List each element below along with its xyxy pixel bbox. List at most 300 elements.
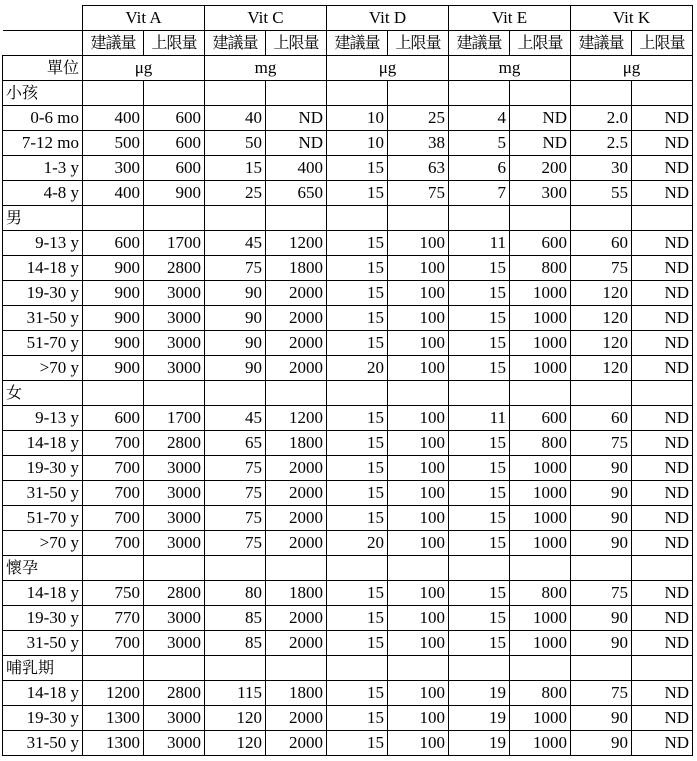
value-cell[interactable]: 3000: [144, 706, 205, 731]
upper-limit-header[interactable]: 上限量: [632, 31, 693, 56]
upper-limit-header[interactable]: 上限量: [266, 31, 327, 56]
value-cell[interactable]: 15: [449, 531, 510, 556]
value-cell[interactable]: 15: [327, 281, 388, 306]
value-cell[interactable]: ND: [632, 606, 693, 631]
age-label[interactable]: 7-12 mo: [3, 131, 83, 156]
value-cell[interactable]: 1300: [83, 731, 144, 756]
value-cell[interactable]: 3000: [144, 356, 205, 381]
empty-cell[interactable]: [83, 381, 144, 406]
value-cell[interactable]: ND: [510, 131, 571, 156]
empty-cell[interactable]: [388, 206, 449, 231]
recommended-header[interactable]: 建議量: [571, 31, 632, 56]
empty-cell[interactable]: [205, 381, 266, 406]
value-cell[interactable]: 40: [205, 106, 266, 131]
empty-cell[interactable]: [83, 206, 144, 231]
age-label[interactable]: 4-8 y: [3, 181, 83, 206]
value-cell[interactable]: 100: [388, 256, 449, 281]
unit-cell[interactable]: mg: [449, 56, 571, 81]
value-cell[interactable]: 38: [388, 131, 449, 156]
empty-cell[interactable]: [266, 381, 327, 406]
value-cell[interactable]: 1200: [266, 406, 327, 431]
empty-cell[interactable]: [632, 206, 693, 231]
value-cell[interactable]: 90: [571, 506, 632, 531]
value-cell[interactable]: 650: [266, 181, 327, 206]
empty-cell[interactable]: [144, 556, 205, 581]
value-cell[interactable]: 120: [571, 306, 632, 331]
empty-cell[interactable]: [327, 556, 388, 581]
value-cell[interactable]: 400: [266, 156, 327, 181]
value-cell[interactable]: ND: [632, 181, 693, 206]
age-label[interactable]: 31-50 y: [3, 306, 83, 331]
age-label[interactable]: 31-50 y: [3, 481, 83, 506]
value-cell[interactable]: 100: [388, 231, 449, 256]
value-cell[interactable]: 100: [388, 706, 449, 731]
value-cell[interactable]: 1800: [266, 431, 327, 456]
value-cell[interactable]: 63: [388, 156, 449, 181]
empty-cell[interactable]: [83, 656, 144, 681]
empty-cell[interactable]: [571, 556, 632, 581]
value-cell[interactable]: 19: [449, 731, 510, 756]
empty-cell[interactable]: [510, 381, 571, 406]
value-cell[interactable]: 10: [327, 131, 388, 156]
value-cell[interactable]: 1800: [266, 681, 327, 706]
value-cell[interactable]: 3000: [144, 306, 205, 331]
age-label[interactable]: 14-18 y: [3, 256, 83, 281]
value-cell[interactable]: 300: [510, 181, 571, 206]
value-cell[interactable]: 11: [449, 406, 510, 431]
value-cell[interactable]: 1700: [144, 406, 205, 431]
empty-cell[interactable]: [266, 656, 327, 681]
value-cell[interactable]: 1000: [510, 531, 571, 556]
value-cell[interactable]: 770: [83, 606, 144, 631]
value-cell[interactable]: 1300: [83, 706, 144, 731]
value-cell[interactable]: ND: [266, 131, 327, 156]
age-label[interactable]: 51-70 y: [3, 506, 83, 531]
value-cell[interactable]: 30: [571, 156, 632, 181]
value-cell[interactable]: 800: [510, 256, 571, 281]
value-cell[interactable]: 900: [83, 256, 144, 281]
value-cell[interactable]: ND: [510, 106, 571, 131]
value-cell[interactable]: ND: [632, 406, 693, 431]
value-cell[interactable]: 15: [327, 456, 388, 481]
value-cell[interactable]: 120: [571, 331, 632, 356]
group-label[interactable]: 懷孕: [3, 556, 83, 581]
value-cell[interactable]: 5: [449, 131, 510, 156]
age-label[interactable]: 14-18 y: [3, 681, 83, 706]
value-cell[interactable]: ND: [632, 456, 693, 481]
value-cell[interactable]: ND: [632, 131, 693, 156]
value-cell[interactable]: 1700: [144, 231, 205, 256]
value-cell[interactable]: 15: [449, 456, 510, 481]
value-cell[interactable]: 15: [327, 606, 388, 631]
unit-cell[interactable]: μg: [327, 56, 449, 81]
empty-cell[interactable]: [388, 381, 449, 406]
value-cell[interactable]: 7: [449, 181, 510, 206]
value-cell[interactable]: 15: [327, 681, 388, 706]
value-cell[interactable]: ND: [632, 731, 693, 756]
value-cell[interactable]: 19: [449, 706, 510, 731]
empty-cell[interactable]: [388, 556, 449, 581]
value-cell[interactable]: 15: [327, 631, 388, 656]
value-cell[interactable]: 600: [510, 406, 571, 431]
value-cell[interactable]: 2.0: [571, 106, 632, 131]
age-label[interactable]: >70 y: [3, 356, 83, 381]
value-cell[interactable]: 15: [327, 706, 388, 731]
unit-cell[interactable]: mg: [205, 56, 327, 81]
value-cell[interactable]: ND: [632, 581, 693, 606]
value-cell[interactable]: 900: [83, 306, 144, 331]
value-cell[interactable]: 2000: [266, 281, 327, 306]
value-cell[interactable]: 60: [571, 231, 632, 256]
value-cell[interactable]: 3000: [144, 456, 205, 481]
empty-cell[interactable]: [266, 556, 327, 581]
value-cell[interactable]: 85: [205, 631, 266, 656]
value-cell[interactable]: 2000: [266, 531, 327, 556]
value-cell[interactable]: 2800: [144, 256, 205, 281]
value-cell[interactable]: 20: [327, 531, 388, 556]
value-cell[interactable]: 55: [571, 181, 632, 206]
age-label[interactable]: 19-30 y: [3, 456, 83, 481]
empty-cell[interactable]: [205, 81, 266, 106]
corner-cell[interactable]: [3, 31, 83, 56]
value-cell[interactable]: 15: [449, 506, 510, 531]
value-cell[interactable]: 100: [388, 481, 449, 506]
value-cell[interactable]: 15: [327, 481, 388, 506]
value-cell[interactable]: 15: [327, 581, 388, 606]
value-cell[interactable]: 800: [510, 431, 571, 456]
recommended-header[interactable]: 建議量: [327, 31, 388, 56]
value-cell[interactable]: 15: [449, 256, 510, 281]
value-cell[interactable]: 19: [449, 681, 510, 706]
empty-cell[interactable]: [388, 81, 449, 106]
value-cell[interactable]: 2.5: [571, 131, 632, 156]
value-cell[interactable]: 90: [205, 306, 266, 331]
group-label[interactable]: 哺乳期: [3, 656, 83, 681]
value-cell[interactable]: ND: [632, 281, 693, 306]
recommended-header[interactable]: 建議量: [83, 31, 144, 56]
value-cell[interactable]: 15: [449, 281, 510, 306]
value-cell[interactable]: ND: [632, 506, 693, 531]
value-cell[interactable]: 100: [388, 356, 449, 381]
value-cell[interactable]: 2000: [266, 331, 327, 356]
upper-limit-header[interactable]: 上限量: [388, 31, 449, 56]
value-cell[interactable]: 600: [144, 106, 205, 131]
recommended-header[interactable]: 建議量: [449, 31, 510, 56]
value-cell[interactable]: 15: [327, 181, 388, 206]
value-cell[interactable]: 2000: [266, 456, 327, 481]
value-cell[interactable]: 90: [571, 481, 632, 506]
value-cell[interactable]: 3000: [144, 481, 205, 506]
vitamin-header[interactable]: Vit D: [327, 6, 449, 31]
value-cell[interactable]: 2800: [144, 681, 205, 706]
value-cell[interactable]: 100: [388, 306, 449, 331]
value-cell[interactable]: 2000: [266, 706, 327, 731]
empty-cell[interactable]: [327, 206, 388, 231]
age-label[interactable]: 31-50 y: [3, 631, 83, 656]
value-cell[interactable]: 1800: [266, 256, 327, 281]
empty-cell[interactable]: [571, 381, 632, 406]
value-cell[interactable]: 600: [144, 131, 205, 156]
value-cell[interactable]: 100: [388, 406, 449, 431]
empty-cell[interactable]: [144, 206, 205, 231]
vitamin-header[interactable]: Vit A: [83, 6, 205, 31]
value-cell[interactable]: ND: [632, 356, 693, 381]
value-cell[interactable]: 900: [83, 331, 144, 356]
empty-cell[interactable]: [510, 81, 571, 106]
value-cell[interactable]: 900: [83, 356, 144, 381]
value-cell[interactable]: 100: [388, 581, 449, 606]
value-cell[interactable]: 1000: [510, 456, 571, 481]
value-cell[interactable]: 3000: [144, 631, 205, 656]
value-cell[interactable]: 90: [205, 281, 266, 306]
value-cell[interactable]: 20: [327, 356, 388, 381]
empty-cell[interactable]: [510, 556, 571, 581]
value-cell[interactable]: 15: [449, 581, 510, 606]
empty-cell[interactable]: [144, 381, 205, 406]
value-cell[interactable]: 85: [205, 606, 266, 631]
empty-cell[interactable]: [144, 656, 205, 681]
value-cell[interactable]: 2800: [144, 581, 205, 606]
value-cell[interactable]: 100: [388, 606, 449, 631]
value-cell[interactable]: 1200: [83, 681, 144, 706]
empty-cell[interactable]: [449, 81, 510, 106]
group-label[interactable]: 小孩: [3, 81, 83, 106]
value-cell[interactable]: 1000: [510, 606, 571, 631]
value-cell[interactable]: 600: [83, 231, 144, 256]
empty-cell[interactable]: [510, 206, 571, 231]
empty-cell[interactable]: [83, 556, 144, 581]
value-cell[interactable]: 400: [83, 181, 144, 206]
value-cell[interactable]: ND: [632, 156, 693, 181]
value-cell[interactable]: 25: [388, 106, 449, 131]
value-cell[interactable]: 25: [205, 181, 266, 206]
value-cell[interactable]: 15: [327, 431, 388, 456]
value-cell[interactable]: 4: [449, 106, 510, 131]
value-cell[interactable]: 15: [327, 506, 388, 531]
value-cell[interactable]: 3000: [144, 281, 205, 306]
empty-cell[interactable]: [327, 81, 388, 106]
value-cell[interactable]: 1800: [266, 581, 327, 606]
value-cell[interactable]: ND: [266, 106, 327, 131]
age-label[interactable]: 14-18 y: [3, 431, 83, 456]
value-cell[interactable]: 2000: [266, 631, 327, 656]
value-cell[interactable]: 3000: [144, 331, 205, 356]
recommended-header[interactable]: 建議量: [205, 31, 266, 56]
empty-cell[interactable]: [205, 656, 266, 681]
value-cell[interactable]: 11: [449, 231, 510, 256]
age-label[interactable]: 9-13 y: [3, 231, 83, 256]
value-cell[interactable]: 100: [388, 431, 449, 456]
unit-cell[interactable]: μg: [83, 56, 205, 81]
value-cell[interactable]: 1000: [510, 481, 571, 506]
value-cell[interactable]: 600: [144, 156, 205, 181]
empty-cell[interactable]: [449, 556, 510, 581]
value-cell[interactable]: 15: [327, 406, 388, 431]
value-cell[interactable]: 15: [449, 306, 510, 331]
empty-cell[interactable]: [83, 81, 144, 106]
value-cell[interactable]: 100: [388, 331, 449, 356]
value-cell[interactable]: 75: [205, 456, 266, 481]
empty-cell[interactable]: [327, 656, 388, 681]
value-cell[interactable]: 90: [205, 331, 266, 356]
value-cell[interactable]: 75: [571, 431, 632, 456]
value-cell[interactable]: 75: [205, 481, 266, 506]
value-cell[interactable]: 800: [510, 681, 571, 706]
upper-limit-header[interactable]: 上限量: [144, 31, 205, 56]
value-cell[interactable]: 2000: [266, 356, 327, 381]
value-cell[interactable]: 2000: [266, 506, 327, 531]
value-cell[interactable]: 45: [205, 406, 266, 431]
age-label[interactable]: 51-70 y: [3, 331, 83, 356]
value-cell[interactable]: 600: [510, 231, 571, 256]
value-cell[interactable]: 700: [83, 531, 144, 556]
group-label[interactable]: 女: [3, 381, 83, 406]
value-cell[interactable]: 60: [571, 406, 632, 431]
value-cell[interactable]: 100: [388, 531, 449, 556]
value-cell[interactable]: 2000: [266, 606, 327, 631]
value-cell[interactable]: 6: [449, 156, 510, 181]
vitamin-header[interactable]: Vit K: [571, 6, 693, 31]
value-cell[interactable]: 900: [83, 281, 144, 306]
vitamin-header[interactable]: Vit E: [449, 6, 571, 31]
value-cell[interactable]: ND: [632, 681, 693, 706]
value-cell[interactable]: 1000: [510, 331, 571, 356]
value-cell[interactable]: 900: [144, 181, 205, 206]
value-cell[interactable]: 90: [571, 631, 632, 656]
empty-cell[interactable]: [449, 206, 510, 231]
value-cell[interactable]: 700: [83, 431, 144, 456]
value-cell[interactable]: 120: [571, 281, 632, 306]
value-cell[interactable]: ND: [632, 631, 693, 656]
value-cell[interactable]: 15: [327, 156, 388, 181]
value-cell[interactable]: 700: [83, 506, 144, 531]
unit-cell[interactable]: μg: [571, 56, 693, 81]
value-cell[interactable]: 100: [388, 731, 449, 756]
value-cell[interactable]: 3000: [144, 506, 205, 531]
value-cell[interactable]: 1000: [510, 631, 571, 656]
value-cell[interactable]: 75: [205, 531, 266, 556]
value-cell[interactable]: 15: [327, 331, 388, 356]
empty-cell[interactable]: [510, 656, 571, 681]
age-label[interactable]: 31-50 y: [3, 731, 83, 756]
value-cell[interactable]: 80: [205, 581, 266, 606]
value-cell[interactable]: 600: [83, 406, 144, 431]
age-label[interactable]: 0-6 mo: [3, 106, 83, 131]
age-label[interactable]: >70 y: [3, 531, 83, 556]
value-cell[interactable]: 200: [510, 156, 571, 181]
value-cell[interactable]: 750: [83, 581, 144, 606]
age-label[interactable]: 1-3 y: [3, 156, 83, 181]
value-cell[interactable]: 90: [571, 731, 632, 756]
value-cell[interactable]: 75: [571, 256, 632, 281]
empty-cell[interactable]: [144, 81, 205, 106]
age-label[interactable]: 9-13 y: [3, 406, 83, 431]
unit-label[interactable]: 單位: [3, 56, 83, 81]
value-cell[interactable]: 15: [205, 156, 266, 181]
value-cell[interactable]: 1000: [510, 706, 571, 731]
value-cell[interactable]: 400: [83, 106, 144, 131]
value-cell[interactable]: 700: [83, 481, 144, 506]
upper-limit-header[interactable]: 上限量: [510, 31, 571, 56]
value-cell[interactable]: 300: [83, 156, 144, 181]
value-cell[interactable]: ND: [632, 306, 693, 331]
corner-cell[interactable]: [3, 6, 83, 31]
value-cell[interactable]: 100: [388, 681, 449, 706]
empty-cell[interactable]: [205, 206, 266, 231]
value-cell[interactable]: 1000: [510, 306, 571, 331]
value-cell[interactable]: 3000: [144, 531, 205, 556]
value-cell[interactable]: 75: [205, 506, 266, 531]
vitamin-header[interactable]: Vit C: [205, 6, 327, 31]
value-cell[interactable]: 2000: [266, 481, 327, 506]
empty-cell[interactable]: [266, 81, 327, 106]
value-cell[interactable]: 75: [388, 181, 449, 206]
empty-cell[interactable]: [632, 656, 693, 681]
value-cell[interactable]: 15: [327, 306, 388, 331]
value-cell[interactable]: 75: [571, 581, 632, 606]
value-cell[interactable]: 90: [571, 706, 632, 731]
value-cell[interactable]: 3000: [144, 731, 205, 756]
value-cell[interactable]: 90: [571, 531, 632, 556]
value-cell[interactable]: 120: [571, 356, 632, 381]
value-cell[interactable]: ND: [632, 431, 693, 456]
empty-cell[interactable]: [571, 206, 632, 231]
age-label[interactable]: 19-30 y: [3, 281, 83, 306]
value-cell[interactable]: 2000: [266, 306, 327, 331]
empty-cell[interactable]: [571, 81, 632, 106]
value-cell[interactable]: 15: [449, 431, 510, 456]
empty-cell[interactable]: [632, 381, 693, 406]
value-cell[interactable]: 1000: [510, 356, 571, 381]
value-cell[interactable]: 700: [83, 456, 144, 481]
value-cell[interactable]: ND: [632, 331, 693, 356]
empty-cell[interactable]: [632, 81, 693, 106]
value-cell[interactable]: ND: [632, 481, 693, 506]
value-cell[interactable]: 15: [327, 231, 388, 256]
age-label[interactable]: 19-30 y: [3, 606, 83, 631]
value-cell[interactable]: ND: [632, 531, 693, 556]
value-cell[interactable]: 100: [388, 281, 449, 306]
value-cell[interactable]: 65: [205, 431, 266, 456]
value-cell[interactable]: 700: [83, 631, 144, 656]
value-cell[interactable]: 100: [388, 506, 449, 531]
value-cell[interactable]: ND: [632, 231, 693, 256]
empty-cell[interactable]: [327, 381, 388, 406]
age-label[interactable]: 19-30 y: [3, 706, 83, 731]
value-cell[interactable]: 1200: [266, 231, 327, 256]
empty-cell[interactable]: [266, 206, 327, 231]
empty-cell[interactable]: [205, 556, 266, 581]
value-cell[interactable]: 90: [571, 456, 632, 481]
empty-cell[interactable]: [571, 656, 632, 681]
value-cell[interactable]: 15: [449, 631, 510, 656]
empty-cell[interactable]: [449, 656, 510, 681]
value-cell[interactable]: 120: [205, 731, 266, 756]
value-cell[interactable]: 10: [327, 106, 388, 131]
value-cell[interactable]: 90: [571, 606, 632, 631]
value-cell[interactable]: 115: [205, 681, 266, 706]
value-cell[interactable]: 1000: [510, 731, 571, 756]
value-cell[interactable]: 1000: [510, 281, 571, 306]
value-cell[interactable]: 15: [449, 606, 510, 631]
value-cell[interactable]: 15: [449, 481, 510, 506]
value-cell[interactable]: 1000: [510, 506, 571, 531]
group-label[interactable]: 男: [3, 206, 83, 231]
value-cell[interactable]: 800: [510, 581, 571, 606]
value-cell[interactable]: ND: [632, 706, 693, 731]
value-cell[interactable]: 2000: [266, 731, 327, 756]
value-cell[interactable]: 2800: [144, 431, 205, 456]
